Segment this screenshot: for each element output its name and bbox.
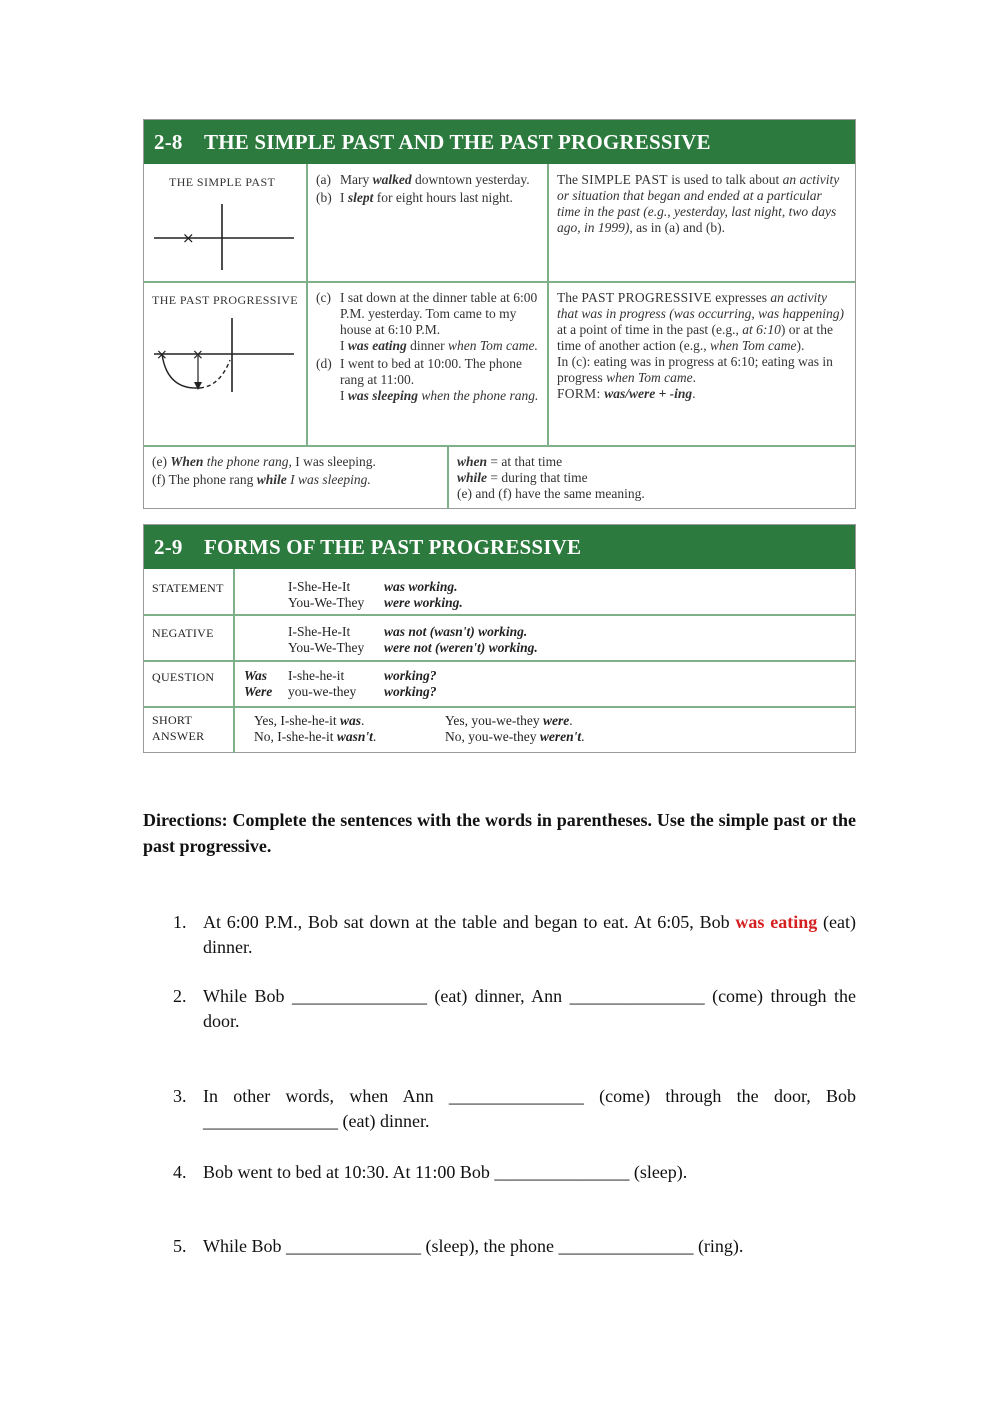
when-while-notes: when = at that time while = during that time (e) and (f) have the same meaning. [457, 454, 645, 501]
divider [447, 445, 449, 509]
past-progressive-explanation: The PAST PROGRESSIVE expresses an activity that was in progress (was occurring, was happening) at a point of time in the past (e.g., at 6:10) or at the time of another action (e.g., when Tom came). In (c): eating was in progress at 6:10; eating was in progress when Tom came. FORM: was/were + -ing. [557, 290, 847, 402]
svg-text:×: × [182, 229, 195, 247]
chart-2-9: 2-9 FORMS OF THE PAST PROGRESSIVE STATEMENT I-She-He-It was working. You-We-They were working. NEGATIVE I-She-He-It was not (wasn't) working. You-We-They were not (weren't) working. QUESTION Was Were I-she-he-it working? you-we-they working? SHORT ANSWER Yes, I-she-he-it was. No, I-she-he-it wasn't. Yes, you-we-they were. No, you-we-they weren't. [143, 524, 856, 753]
examples-e-f [152, 454, 442, 488]
example-c: (c) I sat down at the dinner table at 6:00 P.M. yesterday. Tom came to my house at 6:10 P.M. I was eating dinner when Tom came. [316, 290, 538, 353]
past-progressive-label: THE PAST PROGRESSIVE [152, 293, 299, 307]
divider [144, 281, 855, 283]
chart-2-8 [143, 119, 856, 509]
chart-title: THE SIMPLE PAST AND THE PAST PROGRESSIVE [204, 130, 711, 154]
past-progressive-examples [316, 290, 540, 406]
chart-2-9-header [144, 525, 855, 569]
example-e: (e) When the phone rang, I was sleeping. [152, 454, 376, 469]
exercise-item-1: 1. At 6:00 P.M., Bob sat down at the table and began to eat. At 6:05, Bob was eating (eat) dinner. [173, 912, 856, 957]
form-rule: FORM: was/were + -ing. [557, 386, 696, 401]
svg-text:×: × [192, 347, 204, 363]
exercise-item-3: 3. In other words, when Ann _______________ (come) through the door, Bob _______________ (eat) dinner. [173, 1086, 856, 1131]
chart-2-8-header [144, 120, 855, 164]
divider [547, 164, 549, 445]
exercise-item-4: 4. Bob went to bed at 10:30. At 11:00 Bob _______________ (sleep). [173, 1162, 688, 1182]
simple-past-timeline-diagram [152, 202, 296, 272]
divider [144, 445, 855, 447]
answer-text: was eating [735, 912, 818, 932]
example-f: (f) The phone rang while I was sleeping. [152, 472, 371, 487]
svg-text:×: × [156, 347, 168, 363]
simple-past-examples [316, 172, 538, 208]
example-d: (d) I went to bed at 10:00. The phone rang at 11:00. I was sleeping when the phone rang. [316, 356, 539, 403]
chart-number: 2-9 [154, 535, 183, 559]
divider [144, 614, 855, 616]
chart-title: FORMS OF THE PAST PROGRESSIVE [204, 535, 582, 559]
simple-past-label: THE SIMPLE PAST [169, 175, 276, 189]
example-b: (b) I slept for eight hours last night. [316, 190, 513, 205]
divider [144, 660, 855, 662]
directions: Directions: Complete the sentences with the words in parentheses. Use the simple past or the past progressive. [143, 810, 856, 856]
divider [306, 164, 308, 445]
simple-past-explanation: The SIMPLE PAST is used to talk about an activity or situation that began and ended at a particular time in the past (e.g., yesterday, last night, two days ago, in 1999), as in (a) and (b). [557, 172, 840, 235]
past-progressive-timeline-diagram [152, 316, 296, 396]
exercise-item-5: 5. While Bob _______________ (sleep), the phone _______________ (ring). [173, 1236, 744, 1256]
chart-number: 2-8 [154, 130, 183, 154]
example-a: (a) Mary walked downtown yesterday. [316, 172, 530, 187]
exercise-item-2: 2. While Bob _______________ (eat) dinner, Ann _______________ (come) through the door. [173, 986, 856, 1031]
divider [144, 706, 855, 708]
